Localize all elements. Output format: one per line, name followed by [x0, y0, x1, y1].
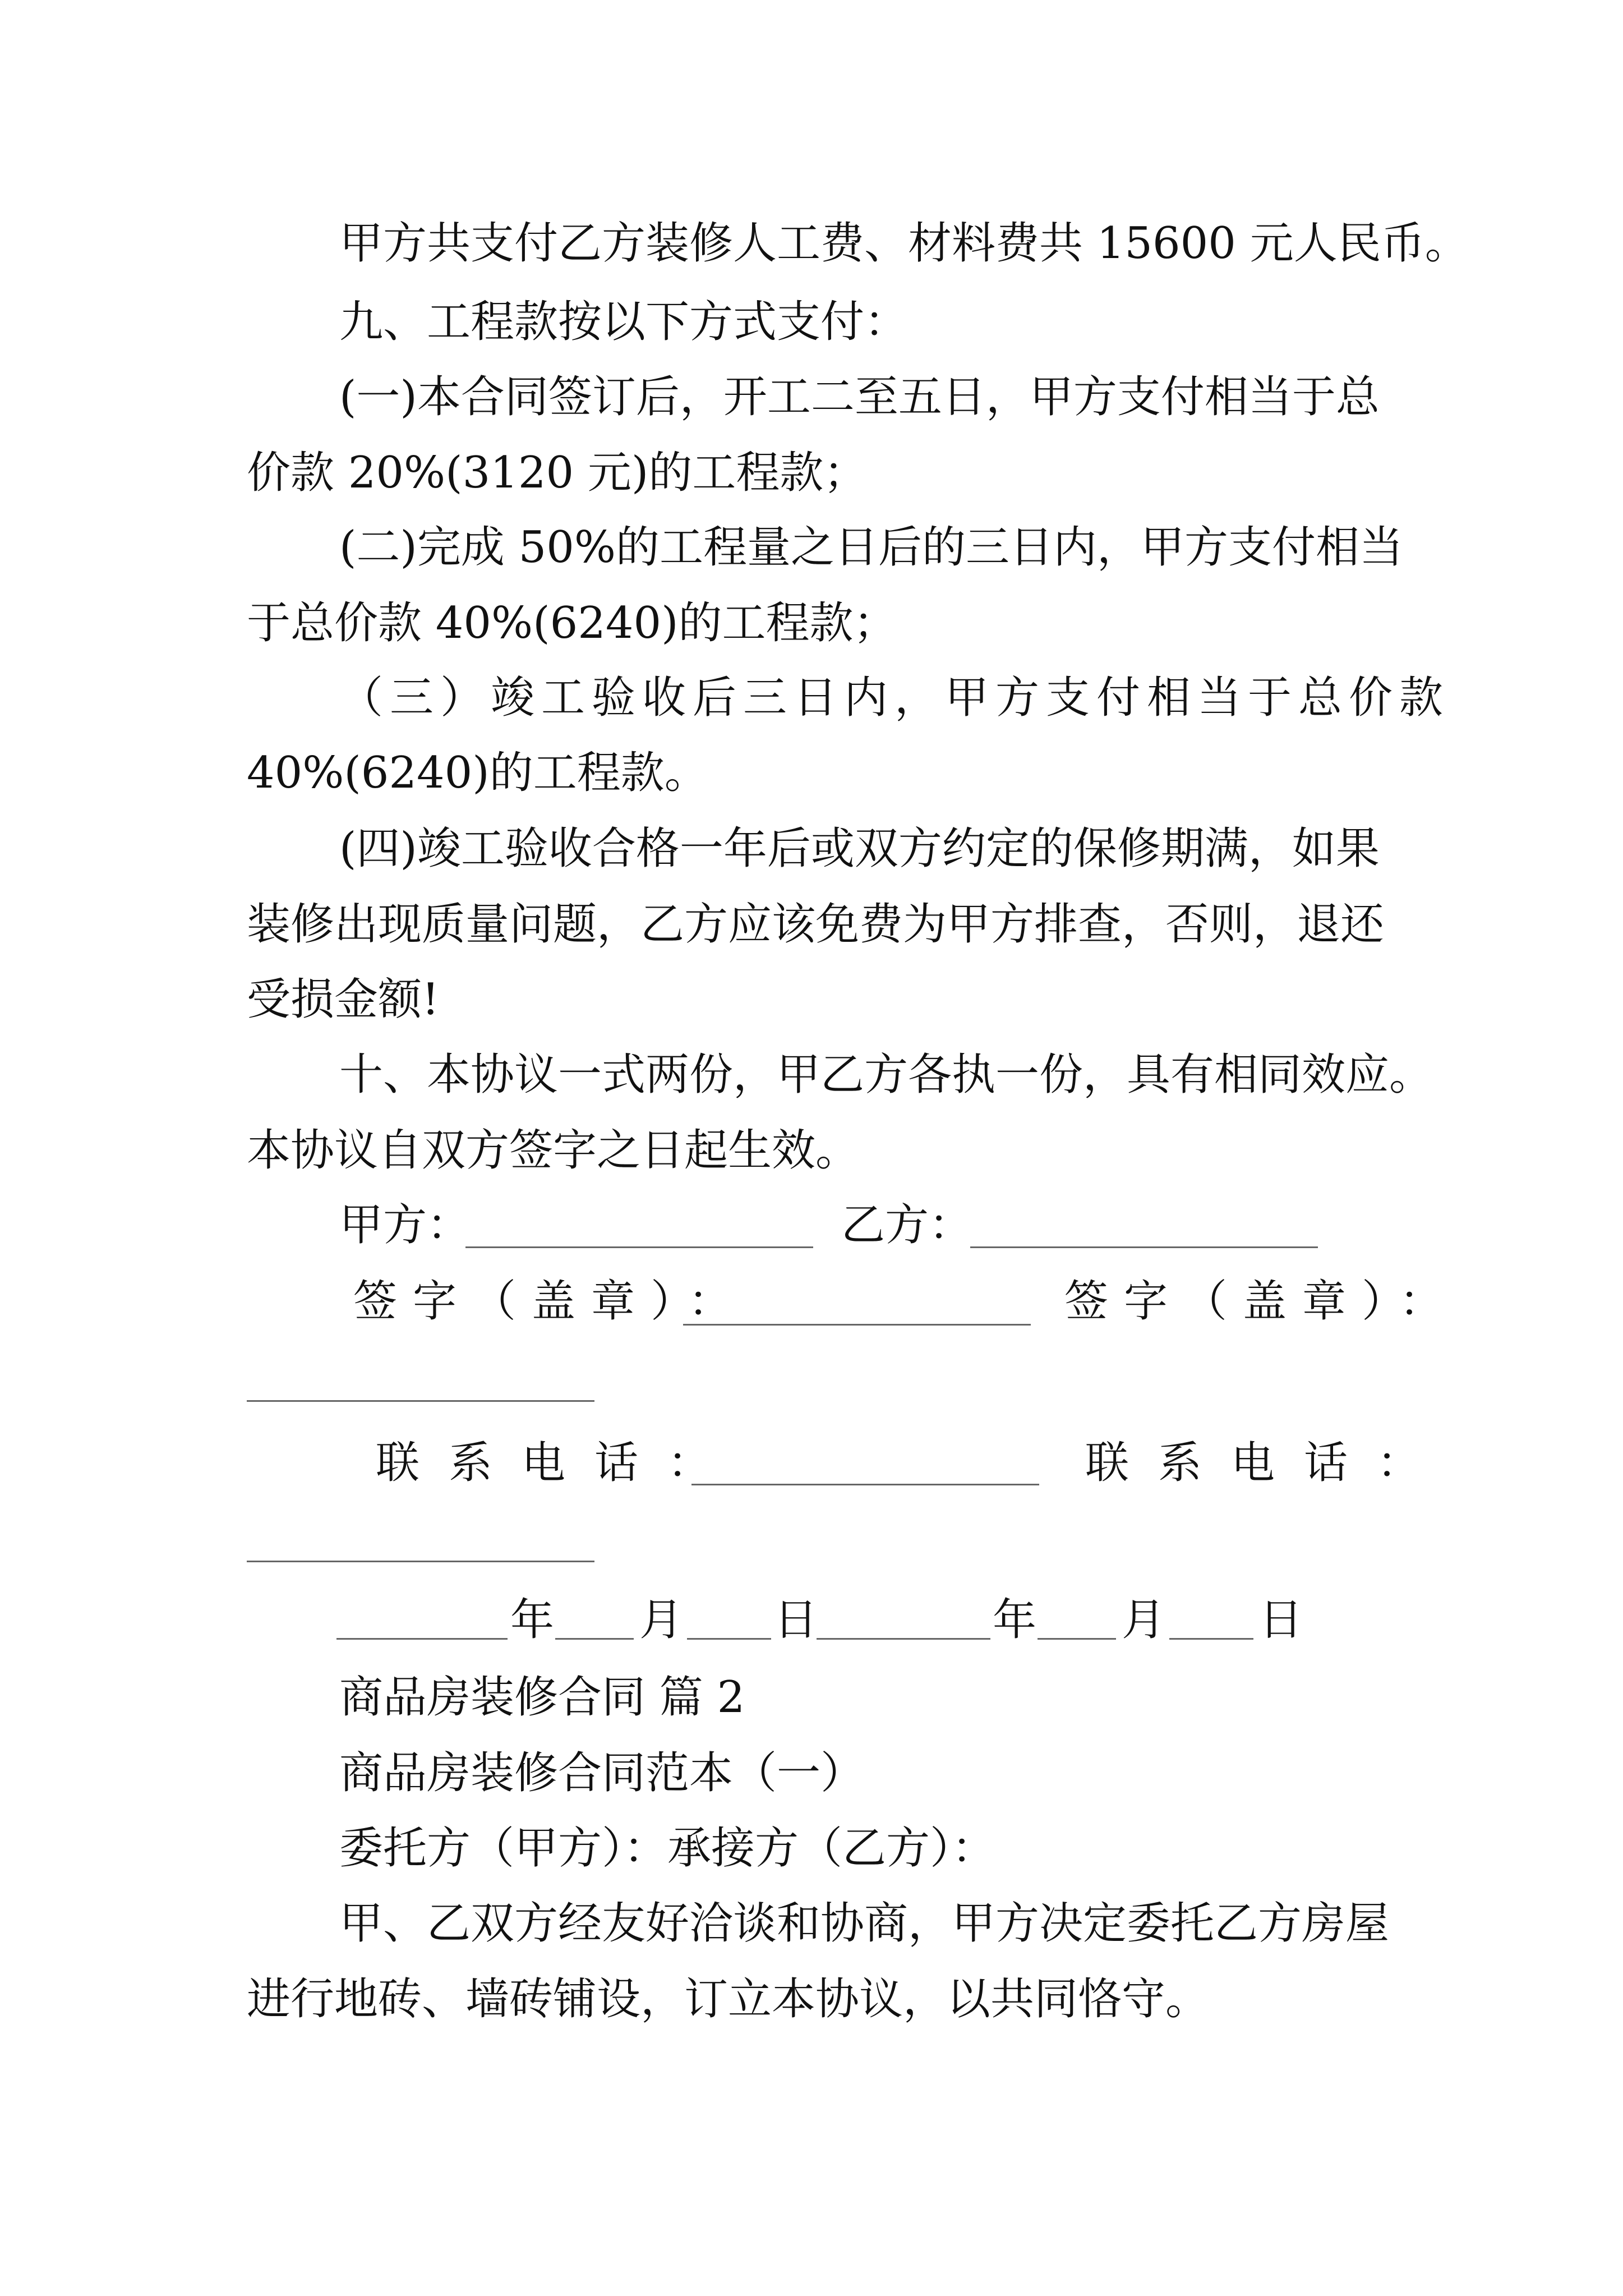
phone-label-a: 联系电话：: [376, 1438, 741, 1488]
paragraph-payment-1-line1: [339, 370, 1382, 424]
party-a-label: 甲方：: [339, 1200, 471, 1250]
paragraph-payment-1-line2: 价款 20%(3120 元)的工程款；: [247, 448, 868, 498]
phone-a-blank: [691, 1484, 1039, 1485]
paragraph-copies-line2: 本协议自双方签字之日起生效。: [247, 1125, 860, 1176]
section-2-title: 商品房装修合同 篇 2: [339, 1672, 745, 1723]
day-b-label: 日: [1259, 1595, 1303, 1645]
section-2-parties: 委托方（甲方）：承接方（乙方）：: [339, 1823, 996, 1874]
paragraph-warranty-line2: 装修出现质量问题，乙方应该免费为甲方排查，否则，退还: [247, 899, 1385, 950]
year-a-label: 年: [510, 1595, 555, 1645]
phone-label-b: 联系电话：: [1085, 1438, 1450, 1488]
paragraph-payment-2-line1: (二)完成 50%的工程量之日后的三日内，甲方支付相当: [339, 522, 1404, 573]
month-b-label: 月: [1122, 1595, 1166, 1645]
paragraph-warranty-line3: 受损金额!: [247, 974, 440, 1025]
section-2-intro-line2: 进行地砖、墙砖铺设，订立本协议，以共同恪守。: [247, 1974, 1210, 2024]
paragraph-total-payment: 甲方共支付乙方装修人工费、材料费共 15600 元人民币。: [339, 218, 1469, 269]
paragraph-payment-method: 九、工程款按以下方式支付：: [339, 297, 909, 347]
year-b-label: 年: [993, 1595, 1037, 1645]
party-b-blank: [970, 1246, 1318, 1248]
sign-label-b: 签字（盖章）：: [1064, 1276, 1459, 1327]
month-b-blank: [1038, 1638, 1116, 1640]
sign-label-a: 签字（盖章）：: [353, 1276, 748, 1327]
paragraph-payment-2-line2: 于总价款 40%(6240)的工程款；: [247, 598, 897, 648]
paragraph-warranty-line1: (四)竣工验收合格一年后或双方约定的保修期满，如果: [339, 823, 1380, 874]
paragraph-payment-3-line2: 40%(6240)的工程款。: [247, 748, 708, 798]
day-a-label: 日: [774, 1595, 818, 1645]
phone-b-blank: [247, 1561, 594, 1562]
section-2-subtitle: 商品房装修合同范本（一）: [339, 1748, 865, 1798]
month-a-label: 月: [639, 1595, 684, 1645]
party-b-label: 乙方：: [841, 1200, 973, 1250]
day-a-blank: [687, 1638, 771, 1640]
text-span: (一)本合同签订后，开工二至五日，甲方支付相当于总: [339, 372, 1380, 422]
paragraph-payment-3-line1: （三）竣工验收后三日内，甲方支付相当于总价款: [339, 673, 1450, 723]
sign-b-blank: [247, 1400, 594, 1402]
paragraph-copies-line1: 十、本协议一式两份，甲乙方各执一份，具有相同效应。: [339, 1050, 1433, 1100]
month-a-blank: [555, 1638, 634, 1640]
year-b-blank: [817, 1638, 990, 1640]
section-2-intro-line1: 甲、乙双方经友好洽谈和协商，甲方决定委托乙方房屋: [339, 1898, 1390, 1949]
year-a-blank: [336, 1638, 508, 1640]
day-b-blank: [1169, 1638, 1253, 1640]
sign-a-blank: [683, 1324, 1031, 1326]
party-a-blank: [465, 1246, 813, 1248]
